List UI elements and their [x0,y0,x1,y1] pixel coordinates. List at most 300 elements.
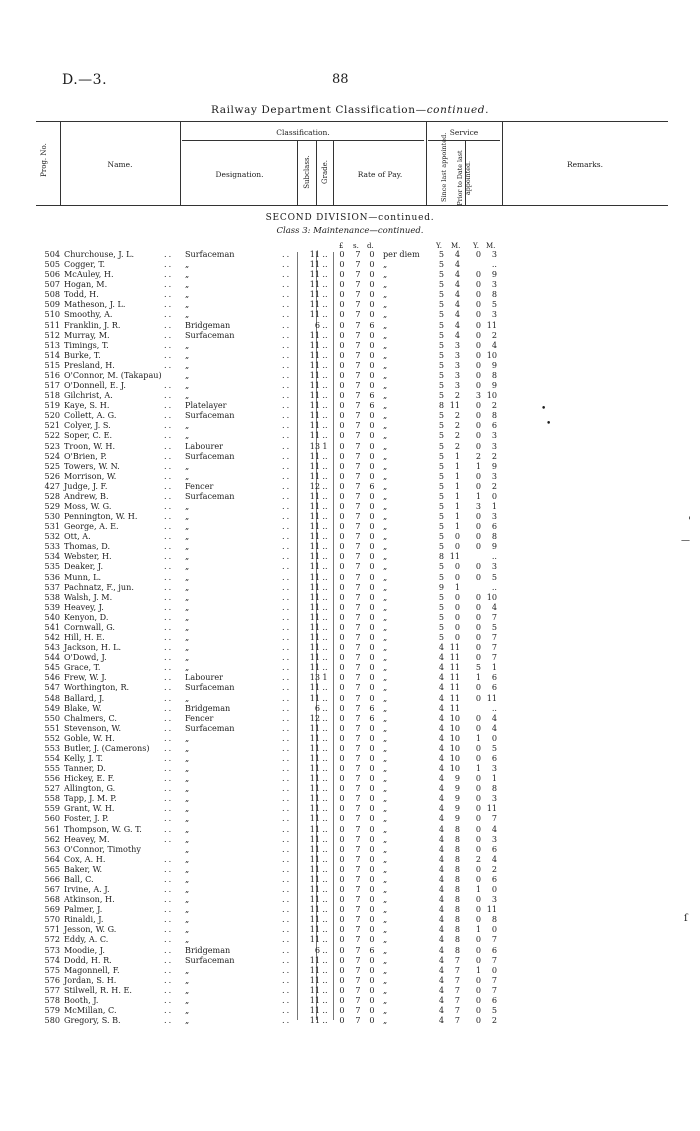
employee-name: Churchouse, J. L. [64,249,135,259]
prior-years: 1 [475,884,481,895]
prior-years: 1 [475,964,481,975]
pay-shillings: 7 [355,964,361,975]
pay-shillings: 7 [355,904,361,915]
leader-dots: .. [164,551,174,562]
prog-number: 535 [44,561,60,572]
pay-period: „ [383,702,388,713]
grade: .. [322,269,328,280]
header-name: Name. [107,160,133,169]
section-class: Class 3: Maintenance—continued. [276,226,424,236]
prior-months: 9 [491,380,497,391]
prior-months: 11 [486,803,497,814]
pay-pence: 0 [369,541,375,552]
table-row [0,996,700,1005]
prog-number: 548 [44,692,60,703]
table-row [0,431,700,440]
pay-period: „ [383,813,388,824]
pay-period: per diem [383,249,420,259]
subclass: 11 [309,611,320,622]
pay-pounds: 0 [339,470,345,481]
prior-months: 10 [486,390,497,401]
leader-dots: .. [282,269,292,280]
pay-shillings: 7 [355,319,361,330]
subclass: 11 [309,853,320,864]
pay-pounds: 0 [339,682,345,693]
prior-months: 3 [491,430,497,441]
leader-dots: .. [282,692,292,703]
employee-name: Allington, G. [64,783,116,794]
employee-name: O'Connor, M. (Takapau) [64,369,162,380]
pay-shillings: 7 [355,480,361,491]
prog-number: 539 [44,601,60,612]
pay-period: „ [383,601,388,612]
employee-name: Murray, M. [64,329,110,340]
subclass: 11 [309,773,320,784]
table-row [0,462,700,471]
prior-months: 9 [491,460,497,471]
pay-pounds: 0 [339,359,345,370]
header-remarks: Remarks. [566,160,604,169]
since-months: 8 [454,823,460,834]
since-years: 5 [438,611,444,622]
employee-name: Judge, J. F. [64,480,108,491]
pay-period: „ [383,480,388,491]
since-months: 8 [454,934,460,945]
table-row [0,683,700,692]
since-months: 8 [454,894,460,905]
since-years: 4 [438,753,444,763]
leader-dots: .. [164,611,174,622]
leader-dots: .. [164,954,174,965]
leader-dots: .. [164,299,174,310]
designation: „ [185,863,190,874]
since-years: 4 [438,934,444,945]
prog-number: 579 [44,1005,60,1015]
pay-pence: 0 [369,692,375,703]
pay-period: „ [383,722,388,733]
since-years: 4 [438,662,444,673]
pay-pence: 0 [369,511,375,522]
since-years: 4 [438,904,444,915]
prior-years: 0 [475,329,481,340]
pay-shillings: 7 [355,269,361,280]
pay-period: „ [383,490,388,501]
grade: .. [322,571,328,582]
leader-dots: .. [282,571,292,582]
prior-months: 0 [491,884,497,895]
grade: .. [322,833,328,844]
pay-pounds: 0 [339,692,345,703]
leader-dots: .. [282,511,292,522]
employee-name: Heavey, M. [64,833,110,844]
prior-months: 2 [491,1015,497,1026]
since-months: 10 [449,722,460,733]
prior-months: .. [491,551,497,562]
pay-period: „ [383,289,388,300]
pay-period: „ [383,390,388,401]
leader-dots: .. [282,753,292,763]
pay-period: „ [383,843,388,854]
subclass: 11 [309,753,320,763]
since-years: 4 [438,924,444,935]
since-months: 3 [454,359,460,370]
pay-pence: 0 [369,642,375,653]
designation: „ [185,964,190,975]
designation: „ [185,1005,190,1015]
designation: „ [185,501,190,511]
leader-dots: .. [282,964,292,975]
employee-name: Thompson, W. G. T. [64,823,142,834]
prior-months: 5 [491,1005,497,1015]
subclass: 11 [309,813,320,824]
since-months: 8 [454,944,460,955]
leader-dots: .. [164,702,174,713]
subclass: 11 [309,692,320,703]
grade: .. [322,329,328,340]
leader-dots: .. [164,692,174,703]
pay-shillings: 7 [355,511,361,522]
prog-number: 567 [44,884,60,895]
leader-dots: .. [282,531,292,542]
leader-dots: .. [282,249,292,259]
employee-name: Hogan, M. [64,279,108,290]
prior-months: 5 [491,742,497,753]
leader-dots: .. [282,642,292,653]
since-years: 5 [438,410,444,421]
unit-pence: d. [367,242,374,250]
pay-pounds: 0 [339,511,345,522]
pay-shillings: 7 [355,702,361,713]
designation: „ [185,753,190,763]
pay-shillings: 7 [355,621,361,632]
prog-number: 562 [44,833,60,844]
prior-years: 0 [475,954,481,965]
subclass: 11 [309,652,320,663]
prior-years: 0 [475,380,481,391]
pay-pounds: 0 [339,753,345,763]
employee-name: Hickey, E. F. [64,773,115,784]
pay-pence: 0 [369,994,375,1005]
table-row [0,875,700,884]
subclass: 11 [309,642,320,653]
pay-pounds: 0 [339,249,345,259]
pay-period: „ [383,279,388,290]
designation: „ [185,551,190,562]
prior-months: 3 [491,249,497,259]
employee-name: Blake, W. [64,702,102,713]
leader-dots: .. [282,1005,292,1015]
pay-pence: 0 [369,843,375,854]
table-row [0,442,700,451]
table-row [0,542,700,551]
subclass: 11 [309,863,320,874]
employee-name: Atkinson, H. [64,894,115,905]
grade: .. [322,853,328,864]
prior-years: 0 [475,359,481,370]
prior-months: 2 [491,400,497,411]
table-row [0,754,700,763]
prog-number: 573 [44,944,60,955]
prior-years: 0 [475,369,481,380]
since-years: 5 [438,601,444,612]
pay-pence: 0 [369,440,375,451]
prog-number: 509 [44,299,60,310]
employee-name: Ballard, J. [64,692,105,703]
leader-dots: .. [282,873,292,884]
since-months: 0 [454,571,460,582]
table-row [0,633,700,642]
leader-dots: .. [282,299,292,310]
prog-number: 525 [44,460,60,471]
leader-dots: .. [164,894,174,905]
pay-period: „ [383,964,388,975]
pay-pounds: 0 [339,430,345,441]
since-months: 2 [454,420,460,431]
since-years: 5 [438,480,444,491]
since-months: 7 [454,1015,460,1026]
subclass: 11 [309,531,320,542]
pay-shillings: 7 [355,430,361,441]
pay-period: „ [383,460,388,471]
grade: .. [322,742,328,753]
leader-dots: .. [164,652,174,663]
leader-dots: .. [282,420,292,431]
table-row [0,562,700,571]
leader-dots: .. [164,863,174,874]
pay-pounds: 0 [339,954,345,965]
grade: .. [322,480,328,491]
pay-pence: 6 [369,400,375,411]
subclass: 11 [309,430,320,441]
designation: Platelayer [185,400,227,411]
designation: Surfaceman [185,249,235,259]
prior-years: 0 [475,601,481,612]
pay-shillings: 7 [355,954,361,965]
leader-dots: .. [164,873,174,884]
designation: „ [185,531,190,542]
since-months: 4 [454,249,460,259]
designation: „ [185,309,190,320]
prior-years: 0 [475,269,481,280]
designation: „ [185,773,190,784]
leader-dots: .. [282,390,292,401]
pay-shillings: 7 [355,793,361,804]
pay-pounds: 0 [339,904,345,915]
prog-number: 534 [44,551,60,562]
employee-name: Burke, T. [64,349,101,360]
grade: .. [322,319,328,330]
pay-pence: 0 [369,732,375,743]
since-months: 1 [454,470,460,481]
prior-years: 0 [475,430,481,441]
designation: Bridgeman [185,702,231,713]
table-row [0,885,700,894]
prior-months: .. [491,259,497,270]
subclass: 11 [309,632,320,643]
prior-years: 0 [475,974,481,985]
designation: „ [185,390,190,401]
employee-name: Troon, W. H. [64,440,116,451]
grade: .. [322,763,328,774]
prior-months: 7 [491,813,497,824]
subclass: 11 [309,329,320,340]
pay-pence: 0 [369,531,375,542]
unit-shillings: s. [353,242,359,250]
prog-number: 532 [44,531,60,542]
since-years: 4 [438,642,444,653]
since-years: 4 [438,722,444,733]
pay-shillings: 7 [355,692,361,703]
since-months: 7 [454,964,460,975]
prior-months: 7 [491,611,497,622]
since-years: 5 [438,259,444,270]
since-years: 4 [438,1005,444,1015]
margin-mark: ' [688,516,691,527]
leader-dots: .. [282,601,292,612]
since-years: 4 [438,813,444,824]
pay-pounds: 0 [339,289,345,300]
employee-name: Pachnatz, F., jun. [64,581,134,592]
leader-dots: .. [164,793,174,804]
pay-period: „ [383,501,388,511]
prior-years: 1 [475,763,481,774]
prog-number: 580 [44,1015,60,1026]
since-years: 5 [438,420,444,431]
designation: „ [185,299,190,310]
designation: „ [185,380,190,391]
since-months: 3 [454,380,460,391]
leader-dots: .. [282,551,292,562]
table-row [0,270,700,279]
leader-dots: .. [164,541,174,552]
prog-number: 558 [44,793,60,804]
employee-name: Andrew, B. [64,490,109,501]
subclass: 11 [309,843,320,854]
leader-dots: .. [164,974,174,985]
table-row [0,331,700,340]
pay-pounds: 0 [339,480,345,491]
pay-pounds: 0 [339,571,345,582]
pay-pence: 0 [369,823,375,834]
prior-years: 0 [475,591,481,602]
pay-period: „ [383,259,388,270]
pay-shillings: 7 [355,531,361,542]
pay-pence: 0 [369,803,375,814]
pay-shillings: 7 [355,884,361,895]
prior-years: 0 [475,823,481,834]
since-months: 8 [454,873,460,884]
subclass: 11 [309,410,320,421]
prior-years: 3 [475,501,481,511]
leader-dots: .. [282,783,292,794]
prior-months: 2 [491,480,497,491]
since-years: 5 [438,501,444,511]
leader-dots: .. [282,934,292,945]
prog-number: 515 [44,359,60,370]
subclass: 11 [309,662,320,673]
prior-years: 0 [475,420,481,431]
pay-shillings: 7 [355,501,361,511]
leader-dots: .. [164,632,174,643]
since-months: 3 [454,349,460,360]
since-years: 8 [438,551,444,562]
pay-period: „ [383,299,388,310]
since-years: 5 [438,390,444,401]
leader-dots: .. [164,571,174,582]
pay-shillings: 7 [355,974,361,985]
table-row [0,552,700,561]
pay-shillings: 7 [355,299,361,310]
pay-pence: 0 [369,420,375,431]
grade: .. [322,299,328,310]
since-years: 4 [438,914,444,925]
pay-pence: 0 [369,380,375,391]
leader-dots: .. [164,581,174,592]
designation: „ [185,873,190,884]
table-row [0,280,700,289]
designation: „ [185,843,190,854]
pay-period: „ [383,450,388,461]
leader-dots: .. [282,460,292,471]
pay-pence: 0 [369,813,375,824]
pay-pence: 0 [369,259,375,270]
since-months: 8 [454,843,460,854]
employee-name: Gilchrist, A. [64,390,113,401]
leader-dots: .. [164,561,174,572]
since-months: 0 [454,561,460,572]
since-months: 10 [449,753,460,763]
pay-pounds: 0 [339,984,345,995]
pay-pence: 0 [369,662,375,673]
since-months: 4 [454,299,460,310]
since-months: 11 [449,702,460,713]
designation: „ [185,561,190,572]
pay-shillings: 7 [355,652,361,663]
since-months: 8 [454,924,460,935]
prior-years: 0 [475,984,481,995]
pay-shillings: 7 [355,873,361,884]
table-row [0,341,700,350]
pay-period: „ [383,682,388,693]
grade: .. [322,369,328,380]
prior-months: 7 [491,632,497,643]
since-months: 0 [454,601,460,612]
subclass: 11 [309,783,320,794]
leader-dots: .. [164,501,174,511]
subclass: 11 [309,621,320,632]
leader-dots: .. [282,339,292,350]
since-years: 5 [438,470,444,481]
leader-dots: .. [282,319,292,330]
pay-pence: 0 [369,551,375,562]
since-years: 5 [438,299,444,310]
pay-pounds: 0 [339,551,345,562]
prog-number: 521 [44,420,60,431]
prior-years: 0 [475,843,481,854]
since-months: 10 [449,732,460,743]
pay-period: „ [383,742,388,753]
pay-period: „ [383,329,388,340]
pay-pence: 0 [369,884,375,895]
employee-name: O'Connor, Timothy [64,843,141,854]
grade: .. [322,1015,328,1026]
table-row [0,714,700,723]
pay-pounds: 0 [339,894,345,905]
prior-months: 1 [491,501,497,511]
since-months: 1 [454,501,460,511]
since-months: 4 [454,329,460,340]
grade: .. [322,410,328,421]
